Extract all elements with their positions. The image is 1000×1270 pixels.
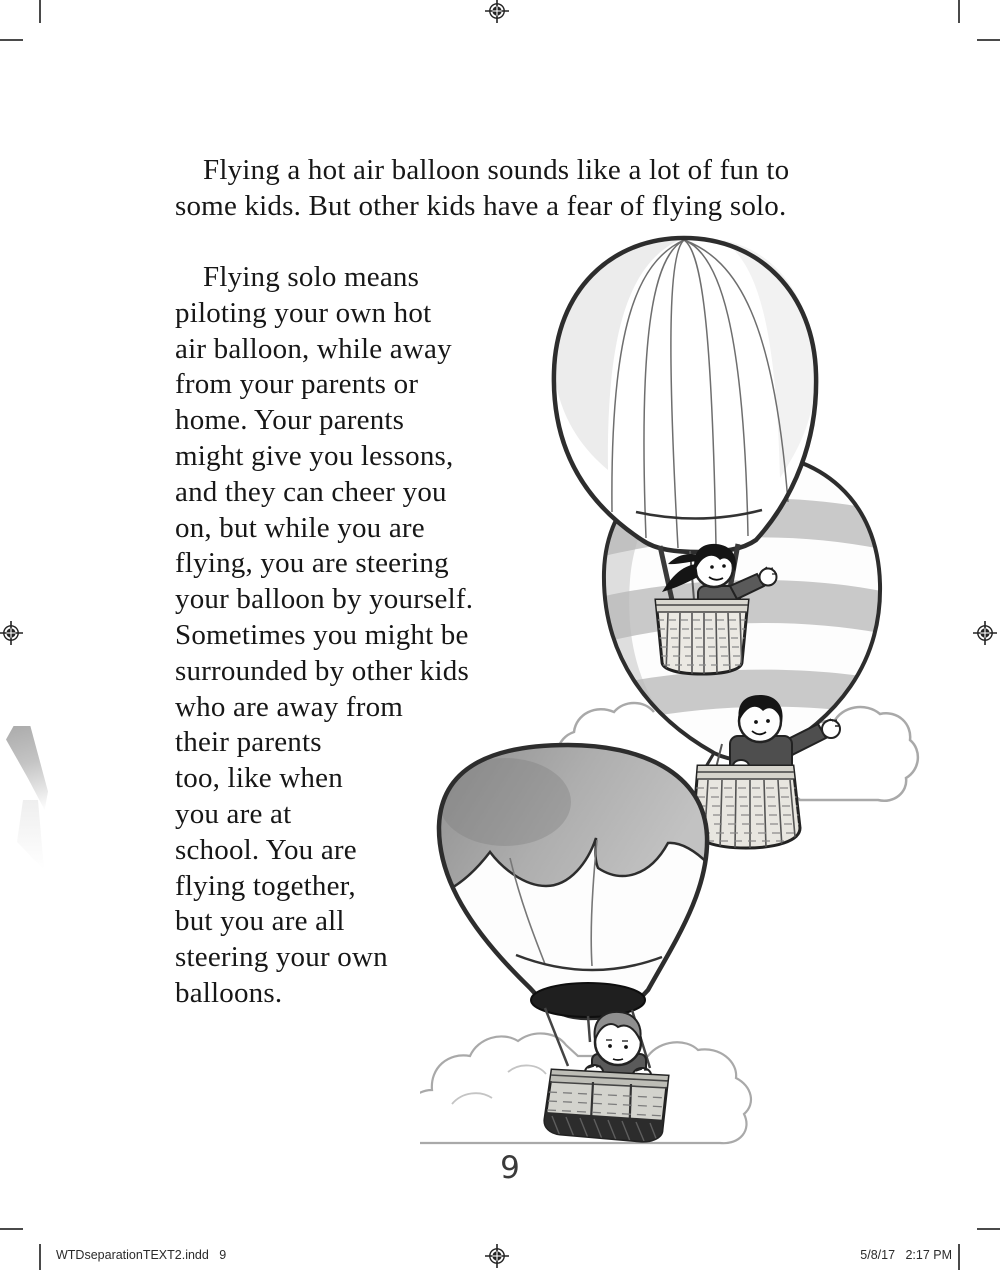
hot-air-balloons-illustration: [420, 228, 930, 1145]
wicker-basket: [693, 763, 803, 848]
text-line: home. Your parents: [175, 404, 405, 437]
text-line: flying, you are steering: [175, 547, 449, 580]
crop-mark: [39, 1244, 41, 1270]
text-line: their parents: [175, 726, 322, 759]
crop-mark: [39, 0, 41, 23]
text-line: but you are all: [175, 905, 345, 938]
registration-mark-icon: [484, 0, 510, 24]
registration-mark-icon: [484, 1243, 510, 1269]
text-line: Flying solo means: [203, 261, 420, 293]
text-line: balloons.: [175, 976, 283, 1009]
text-line: surrounded by other kids: [175, 654, 469, 687]
crop-mark: [0, 39, 23, 41]
text-line: and they can cheer you: [175, 475, 447, 508]
text-line: who are away from: [175, 690, 404, 723]
text-line: flying together,: [175, 869, 356, 902]
crop-mark: [977, 39, 1000, 41]
balloon-gray-top: [430, 738, 712, 1018]
crop-mark: [0, 1228, 23, 1230]
text-line: on, but while you are: [175, 511, 425, 544]
wicker-basket: [654, 597, 750, 674]
text-line: school. You are: [175, 833, 357, 866]
text-line: you are at: [175, 797, 292, 830]
wicker-basket-dark: [542, 1068, 670, 1142]
scan-smudge: [6, 726, 48, 810]
text-line: Sometimes you might be: [175, 618, 469, 651]
registration-mark-icon: [0, 620, 24, 646]
text-line: air balloon, while away: [175, 332, 452, 365]
crop-mark: [977, 1228, 1000, 1230]
footer-filename: WTDseparationTEXT2.indd 9: [56, 1248, 227, 1262]
page-number: 9: [500, 1150, 520, 1186]
text-line: too, like when: [175, 762, 343, 795]
scan-smudge: [14, 800, 44, 870]
text-line: Flying a hot air balloon sounds like a lot of fun to: [203, 154, 790, 186]
text-line: your balloon by yourself.: [175, 583, 474, 616]
text-line: piloting your own hot: [175, 296, 432, 329]
text-line: some kids. But other kids have a fear of flying solo.: [175, 190, 787, 222]
crop-mark: [958, 1244, 960, 1270]
registration-mark-icon: [972, 620, 998, 646]
footer-timestamp: 5/8/17 2:17 PM: [860, 1248, 952, 1262]
crop-mark: [958, 0, 960, 23]
paragraph-intro: [175, 152, 789, 224]
text-line: steering your own: [175, 941, 388, 974]
text-line: might give you lessons,: [175, 439, 454, 472]
text-line: from your parents or: [175, 368, 419, 401]
